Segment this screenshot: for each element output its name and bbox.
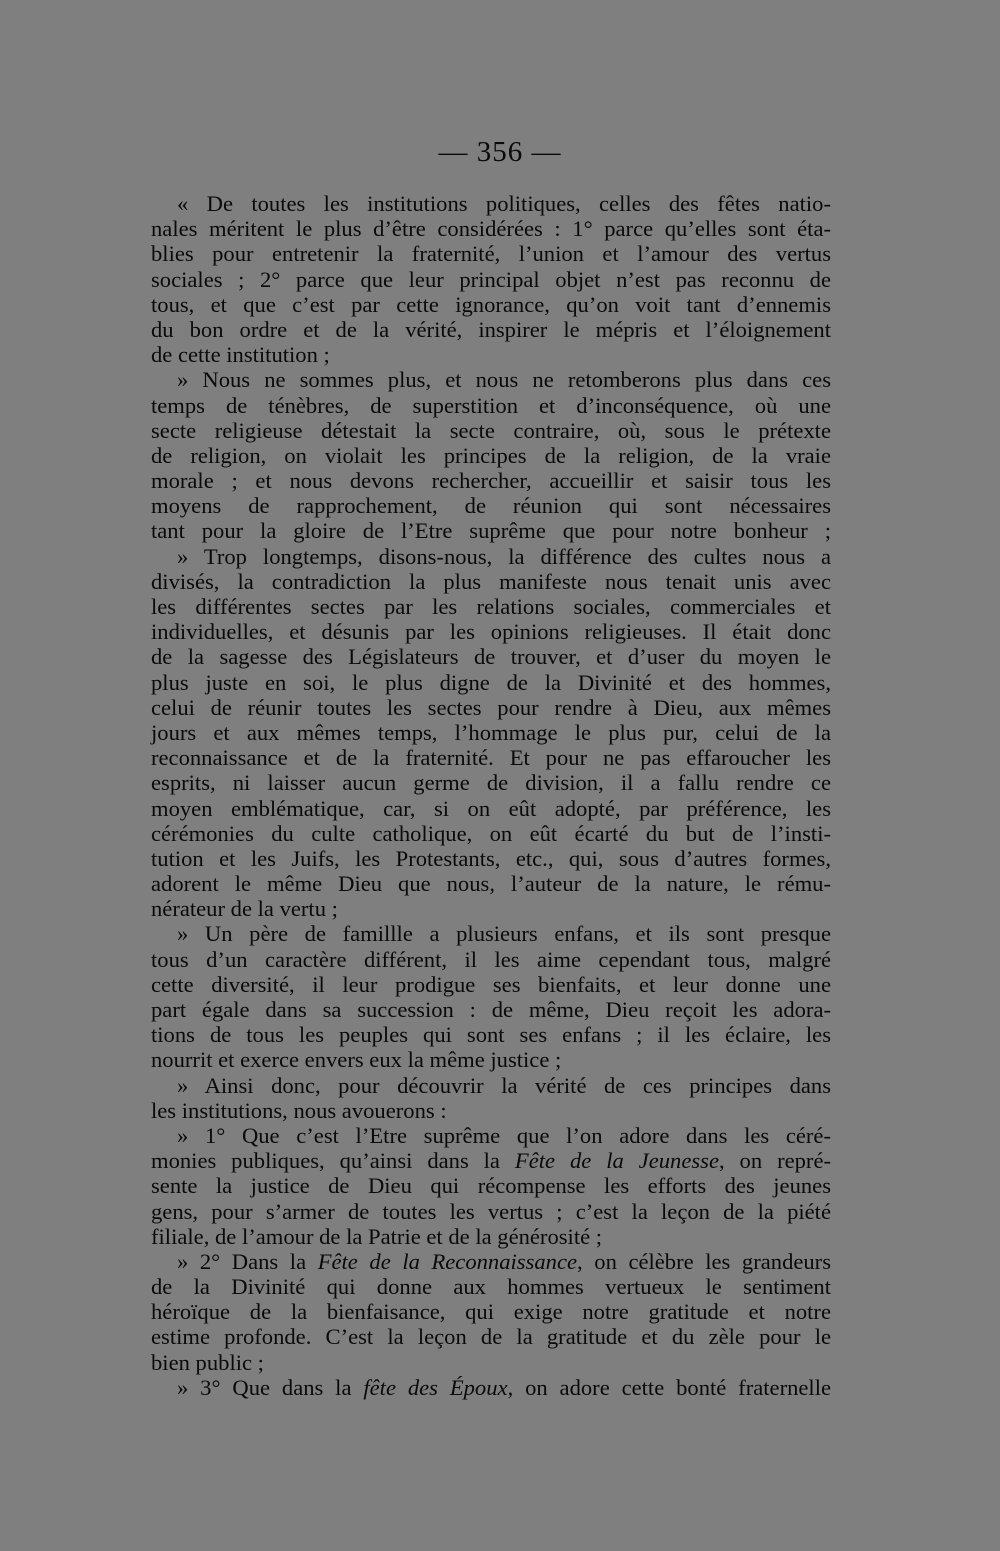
text-line: nourrit et exerce envers eux la même justice ; [151,1047,562,1073]
text-line [151,1123,831,1148]
italic-title: Fête de la Reconnaissance [317,1248,578,1274]
text-line: individuelles, et désunis par les opinions religieuses. Il était donc [151,619,831,645]
text-line: tions de tous les peuples qui sont ses enfans ; il les éclaire, les [151,1022,831,1048]
text-line: nérateur de la vertu ; [151,896,338,922]
text-line: jours et aux mêmes temps, l’hommage le plus pur, celui de la [151,719,831,745]
italic-title: fête des Époux [363,1374,508,1400]
text-line: de la Divinité qui donne aux hommes vertueux le sentiment [151,1274,831,1300]
text-line: » Ainsi donc, pour découvrir la vérité de ces principes dans [177,1072,831,1098]
text-line: les différentes sectes par les relations sociales, commerciales et [151,594,831,619]
text-line: tution et les Juifs, les Protestants, etc., qui, sous d’autres formes, [151,845,831,871]
text-line: filiale, de l’amour de la Patrie et de la générosité ; [151,1223,603,1249]
text-line: moyen emblématique, car, si on eût adopté, par préférence, les [151,795,831,821]
text-line: morale ; et nous devons rechercher, accueillir et saisir tous les [151,468,831,494]
text-line: celui de réunir toutes les sectes pour rendre à Dieu, aux mêmes [151,694,831,720]
text-line: sente la justice de Dieu qui récompense les efforts des jeunes [151,1173,831,1199]
text-segment: » 2° Dans la [177,1248,318,1274]
text-line: plus juste en soi, le plus digne de la Divinité et des hommes, [151,669,831,695]
text-line: part égale dans sa succession : de même, Dieu reçoit les adora- [151,997,831,1022]
text-line: les institutions, nous avouerons : [151,1097,447,1123]
text-line: sociales ; 2° parce que leur principal objet n’est pas reconnu de [151,266,831,292]
text-segment: , on adore cette bonté fraternelle [507,1374,831,1400]
text-segment: » 1° Que c’est l’Etre suprême que l’on adore dans les céré- [177,1122,831,1148]
text-line [151,1148,831,1173]
text-line: cette diversité, il leur prodigue ses bienfaits, et leur donne une [151,971,831,997]
text-line: moyens de rapprochement, de réunion qui sont nécessaires [151,493,831,519]
text-line: bien public ; [151,1349,264,1375]
text-line: divisés, la contradiction la plus manifeste nous tenait unis avec [151,568,831,594]
text-line: de cette institution ; [151,342,330,368]
text-line [151,1375,831,1400]
text-line: » Trop longtemps, disons-nous, la différence des cultes nous a [177,543,831,569]
text-line: du bon ordre et de la vérité, inspirer le mépris et l’éloignement [151,316,831,342]
text-segment: » 3° Que dans la [177,1374,364,1400]
text-line: gens, pour s’armer de toutes les vertus ; c’est la leçon de la piété [151,1198,831,1224]
text-line: héroïque de la bienfaisance, qui exige notre gratitude et notre [151,1299,831,1325]
text-segment: monies publiques, qu’ainsi dans la [151,1148,515,1174]
text-line: tant pour la gloire de l’Etre suprême que pour notre bonheur ; [151,518,831,544]
text-line: cérémonies du culte catholique, on eût écarté du but de l’insti- [151,820,831,846]
text-line: tous d’un caractère différent, il les aime cependant tous, malgré [151,946,831,972]
italic-title: Fête de la Jeunesse [514,1148,719,1174]
text-line: temps de ténèbres, de superstition et d’inconséquence, où une [151,392,831,418]
text-line: adorent le même Dieu que nous, l’auteur de la nature, le rému- [151,871,831,897]
text-segment: , on célèbre les grandeurs [577,1248,832,1274]
text-line: de religion, on violait les principes de la religion, de la vraie [151,442,831,468]
text-line: tous, et que c’est par cette ignorance, qu’on voit tant d’ennemis [151,291,831,317]
text-line: » Nous ne sommes plus, et nous ne retomberons plus dans ces [177,367,831,393]
text-segment: , on repré- [718,1148,831,1174]
page-number: — 356 — [438,136,562,168]
text-line: nales méritent le plus d’être considérées : 1° parce qu’elles sont éta- [151,216,831,242]
text-line: de la sagesse des Législateurs de trouver, et d’user du moyen le [151,644,831,670]
text-line: reconnaissance et de la fraternité. Et pour ne pas effaroucher les [151,745,831,771]
text-line [151,1249,831,1274]
text-line: blies pour entretenir la fraternité, l’union et l’amour des vertus [151,241,831,267]
text-line: « De toutes les institutions politiques, celles des fêtes natio- [177,191,831,216]
body-text [151,191,831,1400]
text-line: estime profonde. C’est la leçon de la gratitude et du zèle pour le [151,1324,831,1350]
text-line: » Un père de famillle a plusieurs enfans, et ils sont presque [177,921,831,947]
text-line: secte religieuse détestait la secte contraire, où, sous le prétexte [151,417,831,443]
text-line: esprits, ni laisser aucun germe de division, il a fallu rendre ce [151,770,831,796]
